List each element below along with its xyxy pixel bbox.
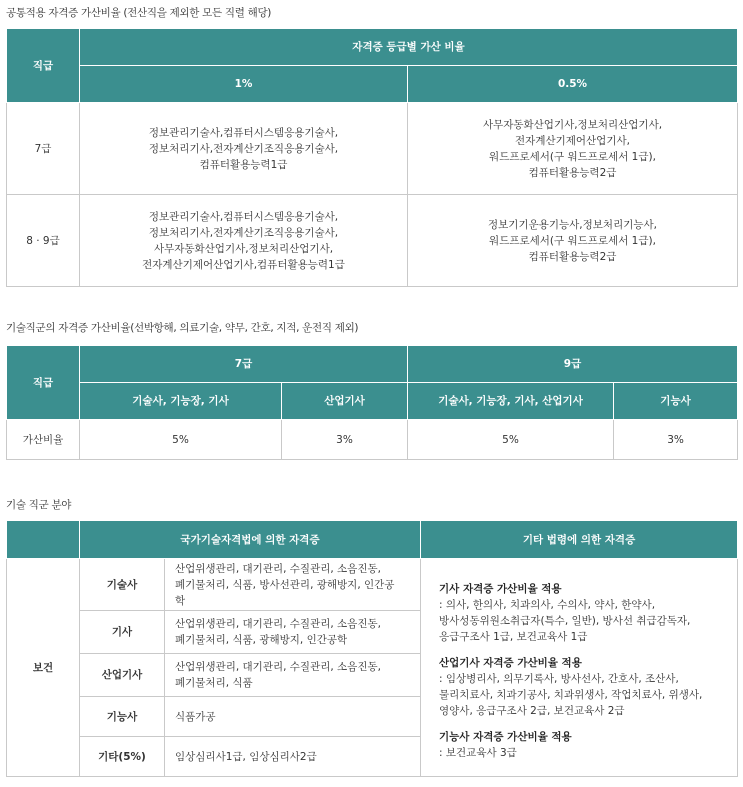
grade-cell: 7급 [7,103,80,195]
pct1-cell [80,195,408,287]
section1-title: 공통적용 자격증 가산비율 (전산직을 제외한 모든 직렬 해당) [6,7,272,19]
other-cert-header: 기타 법령에 의한 자격증 [421,521,738,559]
sub-header: 기능사 [614,383,738,420]
grade-header: 직급 [7,29,80,103]
cert-line: 산업위생관리, 대기관리, 수질관리, 소음진동, [175,618,381,630]
cert-line: 사무자동화산업기사,정보처리산업기사, [482,118,663,131]
blank-header [7,521,80,559]
cert-line: 폐기물처리, 식품 [175,677,253,689]
col-05pct-header: 0.5% [408,66,738,103]
sub-header: 기술사, 기능장, 기사, 산업기사 [408,383,614,420]
table-row [7,559,738,611]
cert-line: 워드프로세서(구 워드프로세서 1급), [489,150,656,163]
field-cell: 보건 [7,559,80,777]
pct05-cell [408,103,738,195]
col-1pct-header: 1% [80,66,408,103]
row-label: 가산비율 [7,420,80,460]
cert-line: 정보관리기술사,컴퓨터시스템응용기술사, [148,126,339,139]
other-line: 영양사, 응급구조사 2급, 보건교육사 2급 [439,705,625,717]
table-row [7,195,738,287]
cert-line: 정보처리기사,전자계산기조직응용기술사, [148,226,339,239]
cert-line: 폐기물처리, 식품, 방사선관리, 광해방지, 인간공 [175,578,395,591]
cert-list-cell [165,611,421,654]
cert-line: 컴퓨터활용능력2급 [528,250,617,263]
other-line: : 의사, 한의사, 치과의사, 수의사, 약사, 한약사, [439,599,656,611]
cert-line: 워드프로세서(구 워드프로세서 1급), [489,234,656,247]
section3-title: 기술 직군 분야 [6,499,72,511]
cert-list-cell [165,697,421,737]
cert-line: 사무자동화산업기사,정보처리산업기사, [153,242,334,255]
cert-list-cell [165,654,421,697]
cert-line: 컴퓨터활용능력1급 [199,158,288,171]
cert-line: 식품가공 [175,710,216,723]
other-head: 기사 자격증 가산비율 적용 [439,583,562,595]
other-line: 방사성동위원소취급자(특수, 일반), 방사선 취급감독자, [439,615,691,627]
grade-header: 직급 [7,346,80,420]
rate-cell: 5% [80,420,282,460]
common-cert-table [6,28,738,287]
cert-line: 전자계산기제어산업기사, [515,134,630,147]
cert-line: 정보관리기술사,컴퓨터시스템응용기술사, [148,210,339,223]
cert-level-label: 기능사 [80,697,165,737]
other-head: 산업기사 자격증 가산비율 적용 [439,657,582,669]
cert-list-cell [165,737,421,777]
cert-level-label: 산업기사 [80,654,165,697]
cert-line: 산업위생관리, 대기관리, 수질관리, 소음진동, [175,562,381,575]
grade7-header: 7급 [80,346,408,383]
rate-cell: 3% [282,420,408,460]
other-line: : 임상병리사, 의무기록사, 방사선사, 간호사, 조산사, [439,673,679,685]
section2-title: 기술직군의 자격증 가산비율(선박항해, 의료기술, 약무, 간호, 지적, 운전직 제외) [6,322,359,334]
cert-line: 학 [175,594,186,607]
cert-list-cell [165,559,421,611]
cert-line: 전자계산기제어산업기사,컴퓨터활용능력1급 [142,258,345,271]
other-head: 기능사 자격증 가산비율 적용 [439,731,572,743]
cert-line: 정보처리기사,전자계산기조직응용기술사, [148,142,339,155]
grade-cell: 8 · 9급 [7,195,80,287]
other-line: 물리치료사, 치과기공사, 치과위생사, 작업치료사, 위생사, [439,689,703,701]
other-block [439,655,725,719]
sub-header: 기술사, 기능장, 기사 [80,383,282,420]
cert-line: 폐기물처리, 식품, 광해방지, 인간공학 [175,634,348,646]
cert-line: 정보기기운용기능사,정보처리기능사, [488,218,657,231]
other-block [439,581,725,645]
other-line: 응급구조사 1급, 보건교육사 1급 [439,631,588,643]
rate-cell: 3% [614,420,738,460]
sub-header: 산업기사 [282,383,408,420]
group-header: 자격증 등급별 가산 비율 [80,29,738,66]
tech-field-table [6,520,738,777]
tech-cert-table [6,345,738,460]
cert-level-label: 기사 [80,611,165,654]
table-row [7,420,738,460]
cert-line: 산업위생관리, 대기관리, 수질관리, 소음진동, [175,661,381,673]
cert-line: 컴퓨터활용능력2급 [528,166,617,179]
cert-line: 임상심리사1급, 임상심리사2급 [175,750,317,763]
table-row [7,103,738,195]
other-line: : 보건교육사 3급 [439,747,517,759]
grade9-header: 9급 [408,346,738,383]
other-block [439,729,725,761]
pct05-cell [408,195,738,287]
cert-level-label: 기타(5%) [80,737,165,777]
national-cert-header: 국가기술자격법에 의한 자격증 [80,521,421,559]
cert-level-label: 기술사 [80,559,165,611]
rate-cell: 5% [408,420,614,460]
other-cert-cell [421,559,738,777]
pct1-cell [80,103,408,195]
